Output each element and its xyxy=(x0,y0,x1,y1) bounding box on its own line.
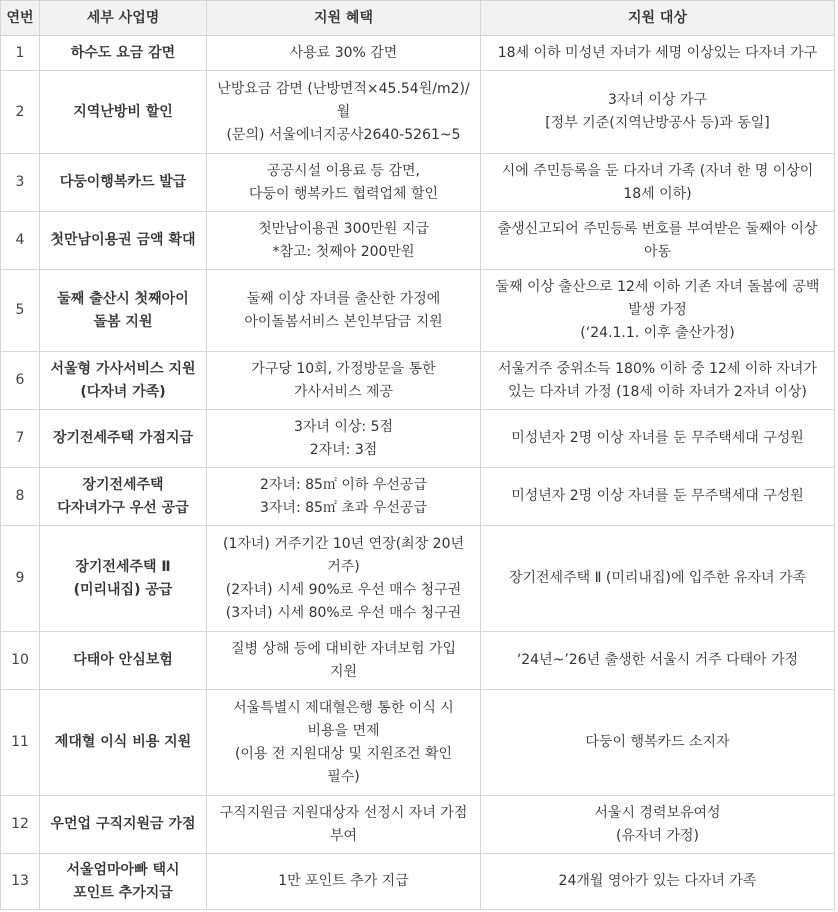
table-row xyxy=(1,410,835,468)
program-name-line: (다자녀 가족) xyxy=(80,383,166,400)
table-row xyxy=(1,526,835,632)
support-target xyxy=(481,270,835,352)
support-target-line: 둘째 이상 출산으로 12세 이하 기존 자녀 돌봄에 공백 xyxy=(495,279,820,295)
support-target-line: 출생신고되어 주민등록 번호를 부여받은 둘째아 이상 xyxy=(497,220,818,237)
support-benefit xyxy=(207,690,481,796)
row-number: 7 xyxy=(1,410,40,468)
table-body xyxy=(1,36,835,910)
program-name-line: 하수도 요금 감면 xyxy=(70,44,176,61)
support-benefit-line: 구직지원금 지원대상자 선정시 자녀 가점 xyxy=(219,804,468,821)
program-name xyxy=(40,632,207,690)
support-benefit-line: 사용료 30% 감면 xyxy=(289,44,398,61)
support-target-line: 미성년자 2명 이상 자녀를 둔 무주택세대 구성원 xyxy=(511,430,804,446)
header-row xyxy=(1,1,835,36)
support-benefit-line: 1만 포인트 추가 지급 xyxy=(278,873,409,889)
support-benefit-line: 3자녀: 85㎡ 초과 우선공급 xyxy=(260,499,427,516)
row-number: 6 xyxy=(1,352,40,410)
support-target xyxy=(481,36,835,71)
support-target-line: 18세 이하 미성년 자녀가 세명 이상있는 다자녀 가구 xyxy=(497,44,818,61)
support-benefit xyxy=(207,632,481,690)
program-name xyxy=(40,690,207,796)
support-target-line: 3자녀 이상 가구 xyxy=(608,92,707,108)
support-target-line: 24개월 영아가 있는 다자녀 가족 xyxy=(558,873,757,889)
support-benefit xyxy=(207,270,481,352)
support-benefit-line: 질병 상해 등에 대비한 자녀보험 가입 xyxy=(230,640,457,657)
program-name-line: 다자녀가구 우선 공급 xyxy=(57,499,189,516)
support-target xyxy=(481,526,835,632)
support-benefit-line: 월 xyxy=(336,103,351,120)
support-benefit xyxy=(207,36,481,71)
row-number: 10 xyxy=(1,632,40,690)
table-row xyxy=(1,632,835,690)
program-name-line: 지역난방비 할인 xyxy=(73,103,173,120)
support-benefit-line: 비용을 면제 xyxy=(307,722,380,739)
row-number: 3 xyxy=(1,154,40,212)
support-target-line: 다둥이 행복카드 소지자 xyxy=(585,734,730,750)
row-number: 5 xyxy=(1,270,40,352)
support-target xyxy=(481,632,835,690)
program-name xyxy=(40,270,207,352)
row-number: 4 xyxy=(1,212,40,270)
program-name-line: 우먼업 구직지원금 가점 xyxy=(50,816,196,832)
program-name-line: 제대혈 이식 비용 지원 xyxy=(54,734,192,750)
support-benefit-line: (3자녀) 시세 80%로 우선 매수 청구권 xyxy=(225,604,462,621)
program-name-line: 다둥이행복카드 발급 xyxy=(59,174,187,190)
support-target xyxy=(481,154,835,212)
support-benefit-line: 서울특별시 제대혈은행 통한 이식 시 xyxy=(233,699,454,716)
table-row xyxy=(1,854,835,910)
support-benefit-line: 가구당 10회, 가정방문을 통한 xyxy=(251,360,436,377)
support-target-line: 미성년자 2명 이상 자녀를 둔 무주택세대 구성원 xyxy=(511,488,804,504)
support-benefit xyxy=(207,410,481,468)
support-target-line: 아동 xyxy=(643,243,672,260)
program-name xyxy=(40,212,207,270)
support-target-line: (유자녀 가정) xyxy=(616,827,699,844)
header-no: 연번 xyxy=(1,1,40,36)
support-benefit-line: 아이돌봄서비스 본인부담금 지원 xyxy=(244,313,443,330)
table-row xyxy=(1,352,835,410)
support-benefit-line: 거주) xyxy=(327,558,360,575)
support-benefit-line: 필수) xyxy=(327,768,360,785)
program-name xyxy=(40,854,207,910)
support-benefit xyxy=(207,796,481,854)
program-name-line: 포인트 추가지급 xyxy=(73,884,173,901)
program-name-line: 장기전세주택 Ⅱ xyxy=(75,558,171,575)
support-target xyxy=(481,854,835,910)
support-benefit xyxy=(207,154,481,212)
table-row xyxy=(1,468,835,526)
row-number: 8 xyxy=(1,468,40,526)
header-benefit: 지원 혜택 xyxy=(207,1,481,36)
program-name xyxy=(40,468,207,526)
program-name-line: 장기전세주택 가점지급 xyxy=(52,430,194,446)
support-benefit-line: 공공시설 이용료 등 감면, xyxy=(266,162,421,179)
table-row xyxy=(1,36,835,71)
header-target: 지원 대상 xyxy=(481,1,835,36)
support-target xyxy=(481,212,835,270)
program-name-line: 서울엄마아빠 택시 xyxy=(66,861,180,878)
support-target-line: 발생 가정 xyxy=(628,302,687,318)
row-number: 11 xyxy=(1,690,40,796)
support-target xyxy=(481,690,835,796)
support-benefit-line: (2자녀) 시세 90%로 우선 매수 청구권 xyxy=(225,581,462,598)
support-target-line: (‘24.1.1. 이후 출산가정) xyxy=(580,325,735,341)
row-number: 12 xyxy=(1,796,40,854)
support-target-line: [정부 기준(지역난방공사 등)과 동일] xyxy=(545,115,770,131)
row-number: 13 xyxy=(1,854,40,910)
table-row xyxy=(1,270,835,352)
support-benefit xyxy=(207,526,481,632)
support-benefit-line: 첫만남이용권 300만원 지급 xyxy=(258,220,429,237)
support-benefit-line: 2자녀: 3점 xyxy=(309,441,378,458)
support-target-line: 있는 다자녀 가정 (18세 이하 자녀가 2자녀 이상) xyxy=(508,383,807,400)
support-benefit xyxy=(207,352,481,410)
support-benefit-line: *참고: 첫째아 200만원 xyxy=(272,243,415,260)
support-benefit xyxy=(207,468,481,526)
program-name xyxy=(40,36,207,71)
support-target-line: 18세 이하) xyxy=(623,185,692,202)
support-target-line: ‘24년~’26년 출생한 서울시 거주 다태아 가정 xyxy=(516,652,799,668)
row-number: 1 xyxy=(1,36,40,71)
program-name-line: 서울형 가사서비스 지원 xyxy=(50,360,196,377)
program-name-line: (미리내집) 공급 xyxy=(73,581,173,598)
program-name xyxy=(40,526,207,632)
support-target xyxy=(481,410,835,468)
program-name-line: 돌봄 지원 xyxy=(93,313,153,330)
support-target-line: 서울거주 중위소득 180% 이하 중 12세 이하 자녀가 xyxy=(498,360,817,377)
program-name-line: 다태아 안심보험 xyxy=(73,652,173,668)
support-benefit-line: 둘째 이상 자녀를 출산한 가정에 xyxy=(246,290,441,307)
support-benefit-line: (이용 전 지원대상 및 지원조건 확인 xyxy=(234,745,453,762)
support-benefit-line: 난방요금 감면 (난방면적×45.54원/m2)/ xyxy=(217,80,470,97)
program-name xyxy=(40,71,207,154)
program-name xyxy=(40,796,207,854)
row-number: 2 xyxy=(1,71,40,154)
support-benefit-line: 지원 xyxy=(329,663,358,680)
support-target-line: 시에 주민등록을 둔 다자녀 가족 (자녀 한 명 이상이 xyxy=(501,162,814,179)
table-row xyxy=(1,154,835,212)
support-target xyxy=(481,71,835,154)
support-benefit-line: (문의) 서울에너지공사2640-5261~5 xyxy=(226,126,461,143)
support-benefit xyxy=(207,212,481,270)
support-target-line: 장기전세주택 Ⅱ (미리내집)에 입주한 유자녀 가족 xyxy=(508,570,807,586)
support-benefit-line: (1자녀) 거주기간 10년 연장(최장 20년 xyxy=(222,535,464,552)
support-target xyxy=(481,468,835,526)
program-name xyxy=(40,410,207,468)
support-target xyxy=(481,352,835,410)
row-number: 9 xyxy=(1,526,40,632)
support-benefit-line: 2자녀: 85㎡ 이하 우선공급 xyxy=(260,476,427,493)
table-row xyxy=(1,796,835,854)
support-benefit-line: 가사서비스 제공 xyxy=(293,383,394,400)
table-row xyxy=(1,690,835,796)
support-benefit-line: 다둥이 행복카드 협력업체 할인 xyxy=(248,185,439,202)
program-name-line: 첫만남이용권 금액 확대 xyxy=(50,232,196,248)
program-name xyxy=(40,352,207,410)
support-benefit-line: 3자녀 이상: 5점 xyxy=(293,418,394,435)
support-target xyxy=(481,796,835,854)
support-benefit-line: 부여 xyxy=(329,827,358,844)
table-row xyxy=(1,71,835,154)
header-name: 세부 사업명 xyxy=(40,1,207,36)
support-benefit xyxy=(207,854,481,910)
program-name xyxy=(40,154,207,212)
support-target-line: 서울시 경력보유여성 xyxy=(594,804,721,821)
support-benefit xyxy=(207,71,481,154)
program-name-line: 장기전세주택 xyxy=(82,476,164,493)
program-name-line: 둘째 출산시 첫째아이 xyxy=(57,290,189,307)
table-row xyxy=(1,212,835,270)
